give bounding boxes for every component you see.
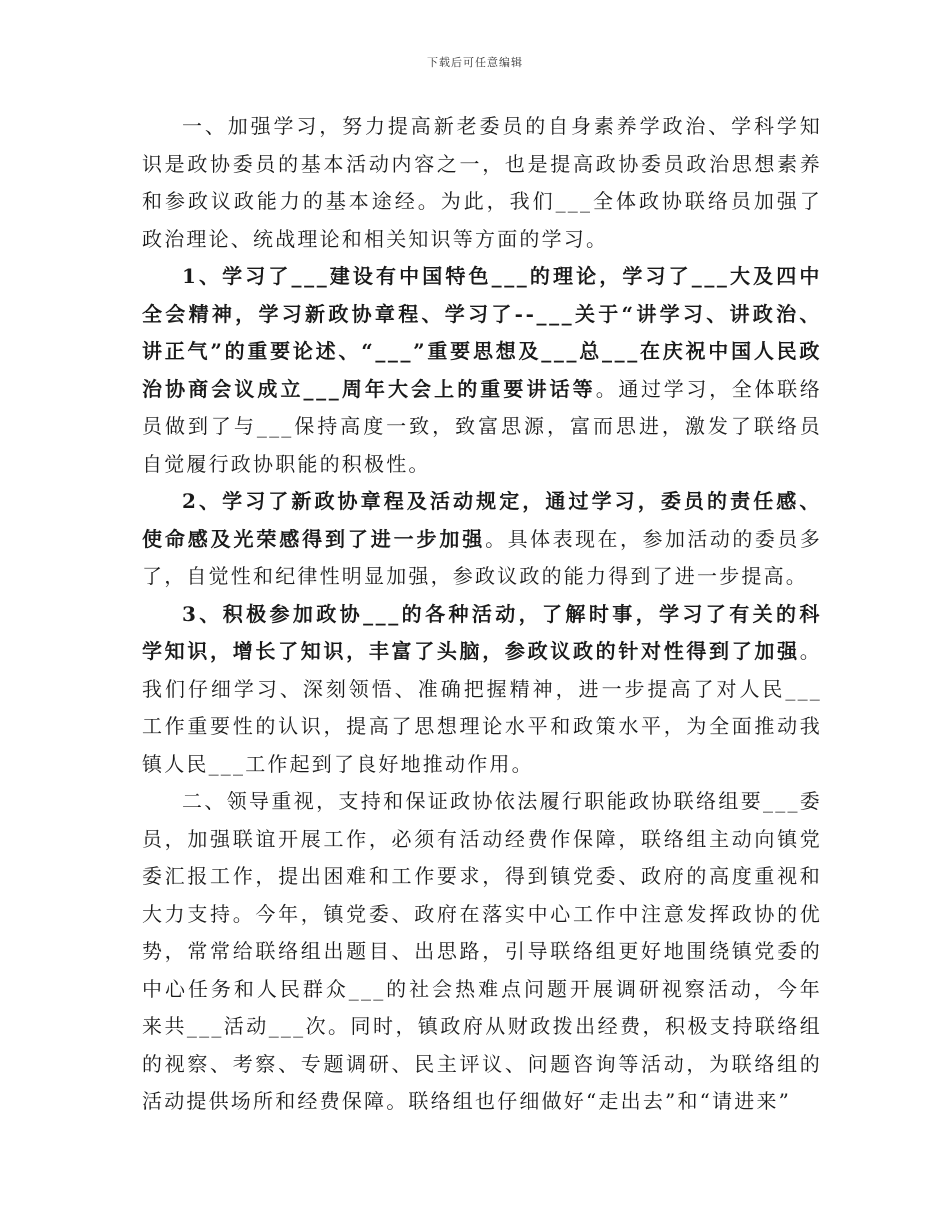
paragraph-1-text: 一、加强学习，努力提高新老委员的自身素养学政治、学科学知识是政协委员的基本活动内容之一，也是提高政协委员政治思想素养和参政议政能力的基本途经。为此，我们___全体政协联络员加强了政治理论、统战理论和相关知识等方面的学习。: [142, 114, 822, 251]
paragraph-3-text: 。具体表现在，参加活动的委员多了，自觉性和纪律性明显加强，参政议政的能力得到了进一步提高。: [142, 526, 823, 588]
paragraph-4: [142, 596, 822, 784]
paragraph-4-bold: 3、积极参加政协___的各种活动，了解时事，学习了有关的科学知识，增长了知识，丰富了头脑，参政议政的针对性得到了加强: [142, 601, 822, 663]
paragraph-2-bold: 1、学习了___建设有中国特色___的理论，学习了___大及四中全会精神，学习新政协章程、学习了--___关于“讲学习、讲政治、讲正气”的重要论述、“___”重要思想及___总___在庆祝中国人民政治协商会议成立___周年大会上的重要讲话等: [142, 264, 822, 401]
document-body: [142, 108, 822, 1121]
paragraph-2: [142, 258, 822, 483]
paragraph-4-text: 。我们仔细学习、深刻领悟、准确把握精神，进一步提高了对人民___工作重要性的认识，提高了思想理论水平和政策水平，为全面推动我镇人民___工作起到了良好地推动作用。: [142, 639, 822, 776]
paragraph-3-bold: 2、学习了新政协章程及活动规定，通过学习，委员的责任感、使命感及光荣感得到了进一步加强: [142, 489, 822, 551]
paragraph-5-text: 二、领导重视，支持和保证政协依法履行职能政协联络组要___委员，加强联谊开展工作，必须有活动经费作保障，联络组主动向镇党委汇报工作，提出困难和工作要求，得到镇党委、政府的高度重视和大力支持。今年，镇党委、政府在落实中心工作中注意发挥政协的优势，常常给联络组出题目、出思路，引导联络组更好地围绕镇党委的中心任务和人民群众___的社会热难点问题开展调研视察活动，今年来共___活动___次。同时，镇政府从财政拨出经费，积极支持联络组的视察、考察、专题调研、民主评议、问题咨询等活动，为联络组的活动提供场所和经费保障。联络组也仔细做好“走出去”和“请进来”: [142, 789, 822, 1113]
paragraph-1: [142, 108, 822, 258]
paragraph-5: [142, 783, 822, 1121]
paragraph-3: [142, 483, 822, 596]
page-header: 下载后可任意编辑: [427, 56, 523, 69]
paragraph-2-text: 。通过学习，全体联络员做到了与___保持高度一致，致富思源，富而思进，激发了联络员自觉履行政协职能的积极性。: [142, 376, 822, 476]
